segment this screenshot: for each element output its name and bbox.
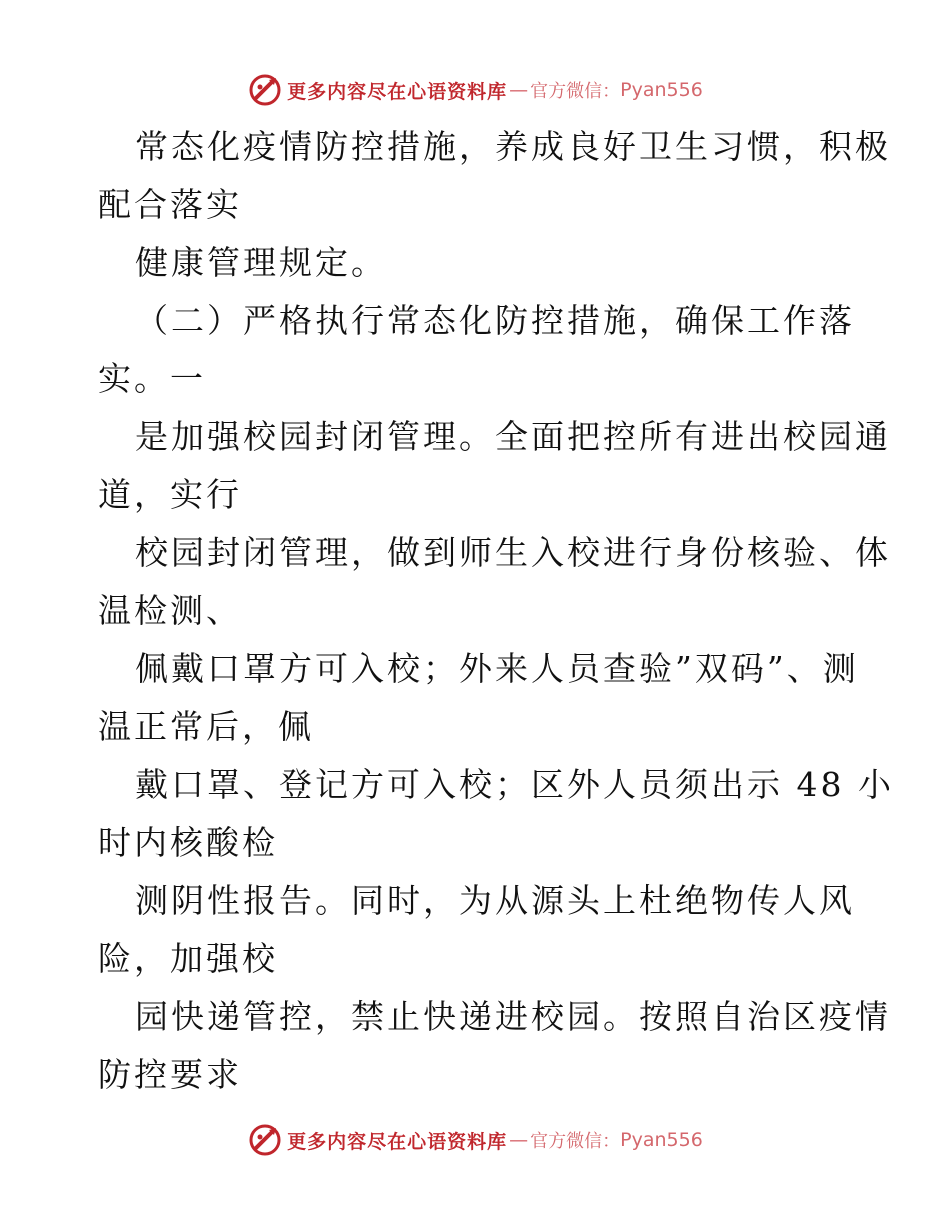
text-line: 时内核酸检 xyxy=(98,823,278,862)
text-line: 道，实行 xyxy=(98,475,242,514)
logo-icon xyxy=(247,1122,283,1158)
text-line: 温检测、 xyxy=(98,591,242,630)
text-line: 健康管理规定。 xyxy=(135,243,387,282)
text-line: 温正常后，佩 xyxy=(98,707,314,746)
watermark-separator: — xyxy=(509,1129,529,1151)
document-body xyxy=(98,118,894,1104)
watermark-label: 官方微信： xyxy=(530,1131,621,1152)
watermark-id: Pyan556 xyxy=(620,1129,703,1151)
watermark-separator: — xyxy=(509,79,529,101)
text-line: 园快递管控，禁止快递进校园。按照自治区疫情 xyxy=(135,997,891,1036)
watermark-label: 官方微信： xyxy=(530,81,621,102)
text-line: 防控要求 xyxy=(98,1055,242,1094)
text-line: 测阴性报告。同时，为从源头上杜绝物传人风 xyxy=(135,881,855,920)
text-line: 戴口罩、登记方可入校；区外人员须出示 48 小 xyxy=(135,765,894,804)
text-line: 险，加强校 xyxy=(98,939,278,978)
text-line: 实。一 xyxy=(98,359,206,398)
footer-watermark xyxy=(0,1120,950,1160)
text-line: 常态化疫情防控措施，养成良好卫生习惯，积极 xyxy=(135,127,891,166)
logo-icon xyxy=(247,72,283,108)
text-line: （二）严格执行常态化防控措施，确保工作落 xyxy=(135,301,855,340)
text-line: 佩戴口罩方可入校；外来人员查验”双码”、测 xyxy=(135,649,859,688)
text-line: 是加强校园封闭管理。全面把控所有进出校园通 xyxy=(135,417,891,456)
text-line: 配合落实 xyxy=(98,185,242,224)
watermark-main-text: 更多内容尽在心语资料库 xyxy=(287,1130,508,1153)
text-line: 校园封闭管理，做到师生入校进行身份核验、体 xyxy=(135,533,891,572)
header-watermark xyxy=(0,70,950,110)
watermark-main-text: 更多内容尽在心语资料库 xyxy=(287,80,508,103)
watermark-id: Pyan556 xyxy=(620,79,703,101)
